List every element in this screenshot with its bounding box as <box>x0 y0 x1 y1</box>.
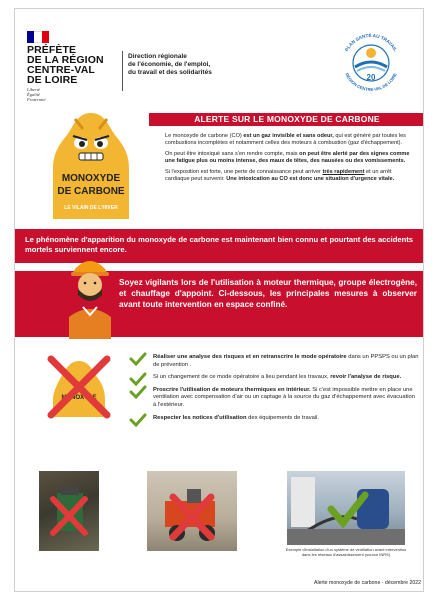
footer: Alerte monoxyde de carbone - décembre 2022 <box>314 580 421 586</box>
approved-check-icon <box>287 471 405 545</box>
check-icon <box>129 352 147 366</box>
check-icon <box>129 385 147 399</box>
intro-paragraph-3: Si l'exposition est forte, une perte de connaissance peut arriver très rapidement et un arrêt cardiaque peut survenir. Une intoxication au CO est donc une situation d'urgence vitale. <box>165 169 395 182</box>
forbidden-mascot-icon <box>43 351 115 423</box>
mascot-line2: DE CARBONE <box>57 186 125 197</box>
direction-line: de l'économie, de l'emploi, <box>128 61 211 68</box>
direction-name <box>128 53 212 77</box>
forbidden-cross-icon <box>147 471 237 551</box>
measure-item: Réaliser une analyse des risques et en retranscrire le mode opératoire dans un PPSPS ou un plan de prévention . <box>129 354 419 369</box>
photo-caption: Exemple d'installation d'un système de ventilation avant intervention dans les réseaux d'assainissement (source INRS) <box>285 547 407 557</box>
header-divider <box>122 51 123 91</box>
measure-item: Respecter les notices d'utilisation des équipements de travail. <box>129 415 419 423</box>
check-icon <box>129 413 147 427</box>
direction-line: Direction régionale <box>128 53 187 60</box>
co-mascot-icon <box>45 109 137 227</box>
logo-number: 20 <box>366 73 376 82</box>
logo-arc-top: PLAN SANTÉ AU TRAVAIL <box>344 32 398 53</box>
measure-item: Proscrire l'utilisation de moteurs thermiques en intérieur. Si c'est impossible mettre en place une ventilation avec compensation d'air ou un captage à la source du gaz d'échappement avec évacuation à l'extérieur. <box>129 387 419 410</box>
header <box>15 9 423 101</box>
motto-line: Fraternité <box>27 97 46 102</box>
photo-thermal-cutter <box>147 471 237 551</box>
prefecture-name <box>27 45 104 85</box>
poster-page <box>14 8 424 592</box>
prefecture-line: DE LA RÉGION <box>27 54 104 66</box>
forbidden-cross-icon <box>39 471 99 551</box>
prefecture-line: DE LOIRE <box>27 74 78 86</box>
prevention-measures <box>129 354 419 427</box>
alert-title: ALERTE SUR LE MONOXYDE DE CARBONE <box>149 113 424 126</box>
photo-ventilation-system <box>287 471 405 545</box>
motto-line: Liberté <box>27 87 40 92</box>
vigilance-text: Soyez vigilants lors de l'utilisation à moteur thermique, groupe électrogène, et chauffage d'appoint. Ci-dessous, les principales mesures à observer avant toute intervention en espace confiné. <box>119 278 417 309</box>
direction-line: du travail et des solidarités <box>128 69 212 76</box>
logo-arc-bottom: RÉGION CENTRE-VAL DE LOIRE <box>344 72 398 93</box>
mascot-line1: MONOXYDE <box>61 173 121 184</box>
co-introduction <box>165 133 417 187</box>
worker-icon <box>65 251 115 339</box>
prefecture-line: CENTRE-VAL <box>27 64 95 76</box>
photo-generator-in-pit <box>39 471 99 551</box>
republic-motto <box>27 87 46 102</box>
mascot-tagline: LE VILAIN DE L'HIVER <box>64 205 118 211</box>
prefecture-line: PRÉFÈTE <box>27 44 77 56</box>
accident-warning-band: Le phénomène d'apparition du monoxyde de carbone est maintenant bien connu et pourtant des accidents mortels surviennent encore. <box>15 229 423 263</box>
measure-item: Si un changement de ce mode opératoire a lieu pendant les travaux, revoir l'analyse de risque. <box>129 374 419 382</box>
french-flag-icon <box>27 31 49 43</box>
intro-paragraph-1: Le monoxyde de carbone (CO) est un gaz invisible et sans odeur, qui est généré par toutes les combustions incomplètes et notamment celles des moteurs à combustion (gaz d'échappement). <box>165 133 406 146</box>
motto-line: Égalité <box>27 92 40 97</box>
plan-sante-travail-logo <box>335 27 407 99</box>
intro-paragraph-2: On peut être intoxiqué sans s'en rendre compte, mais on peut être alerté par des signes comme une fatigue plus ou moins intense, des maux de têtes, des nausées ou des vomissements. <box>165 151 410 164</box>
forbidden-mascot-label: MONOXYDE <box>61 395 97 401</box>
